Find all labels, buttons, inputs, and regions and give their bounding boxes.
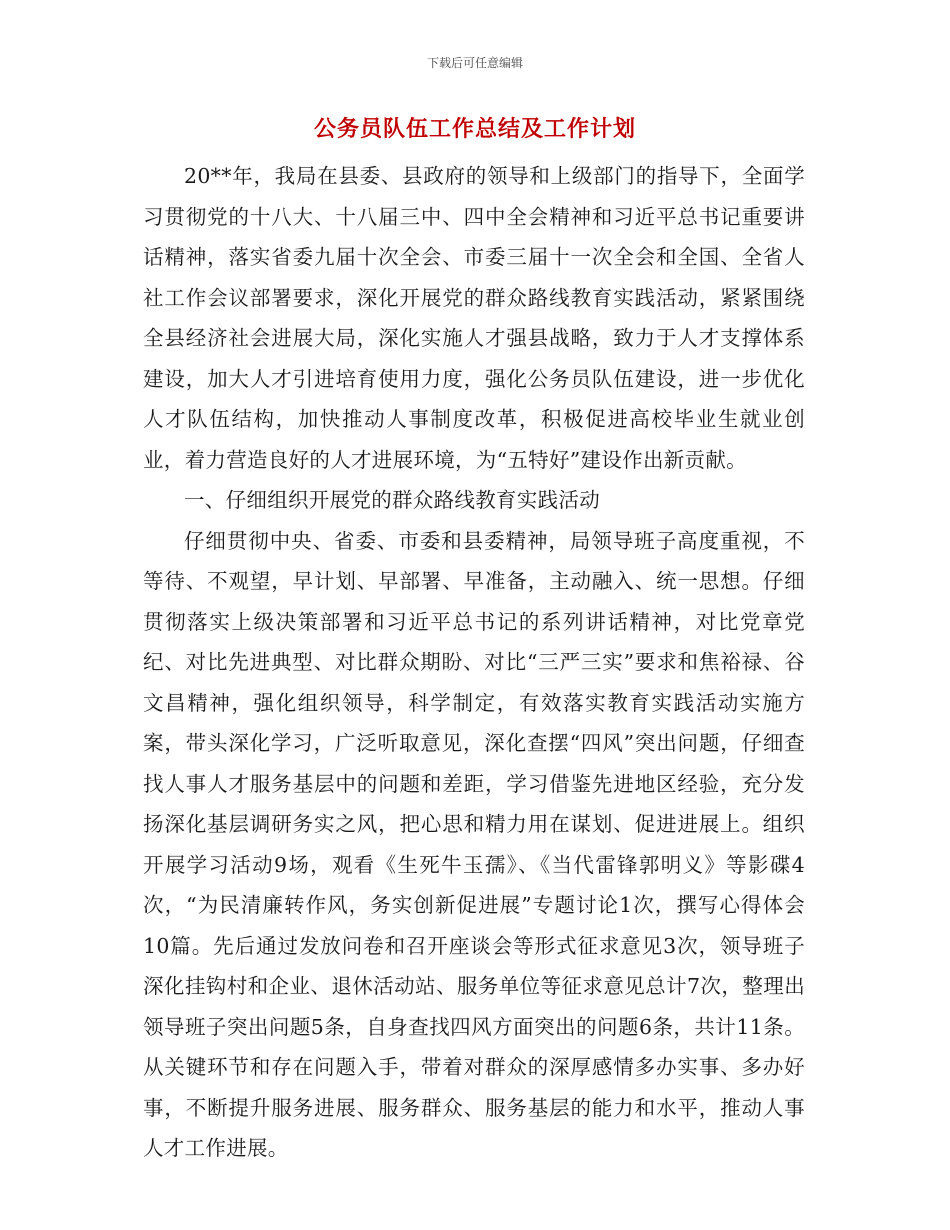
paragraph-section-one: 仔细贯彻中央、省委、市委和县委精神，局领导班子高度重视，不等待、不观望，早计划、早部署、早准备，主动融入、统一思想。仔细贯彻落实上级决策部署和习近平总书记的系列讲话精神，对比党章党纪、对比先进典型、对比群众期盼、对比“三严三实”要求和焦裕禄、谷文昌精神，强化组织领导，科学制定，有效落实教育实践活动实施方案，带头深化学习，广泛听取意见，深化查摆“四风”突出问题，仔细查找人事人才服务基层中的问题和差距，学习借鉴先进地区经验，充分发扬深化基层调研务实之风，把心思和精力用在谋划、促进进展上。组织开展学习活动9场，观看《生死牛玉孺》、《当代雷锋郭明义》等影碟4次，“为民清廉转作风，务实创新促进展”专题讨论1次，撰写心得体会10篇。先后通过发放问卷和召开座谈会等形式征求意见3次，领导班子深化挂钩村和企业、退休活动站、服务单位等征求意见总计7次，整理出领导班子突出问题5条，自身查找四风方面突出的问题6条，共计11条。从关键环节和存在问题入手，带着对群众的深厚感情多办实事、多办好事，不断提升服务进展、服务群众、服务基层的能力和水平，推动人事人才工作进展。: [143, 528, 805, 1160]
document-body: [143, 156, 805, 1169]
paragraph-intro: 20**年，我局在县委、县政府的领导和上级部门的指导下，全面学习贯彻党的十八大、十八届三中、四中全会精神和习近平总书记重要讲话精神，落实省委九届十次全会、市委三届十一次全会和全国、全省人社工作会议部署要求，深化开展党的群众路线教育实践活动，紧紧围绕全县经济社会进展大局，深化实施人才强县战略，致力于人才支撑体系建设，加大人才引进培育使用力度，强化公务员队伍建设，进一步优化人才队伍结构，加快推动人事制度改革，积极促进高校毕业生就业创业，着力营造良好的人才进展环境，为“五特好”建设作出新贡献。: [143, 164, 805, 472]
document-title: 公务员队伍工作总结及工作计划: [313, 117, 636, 142]
section-heading: 一、仔细组织开展党的群众路线教育实践活动: [184, 488, 600, 512]
header-note: 下载后可任意编辑: [426, 56, 523, 70]
